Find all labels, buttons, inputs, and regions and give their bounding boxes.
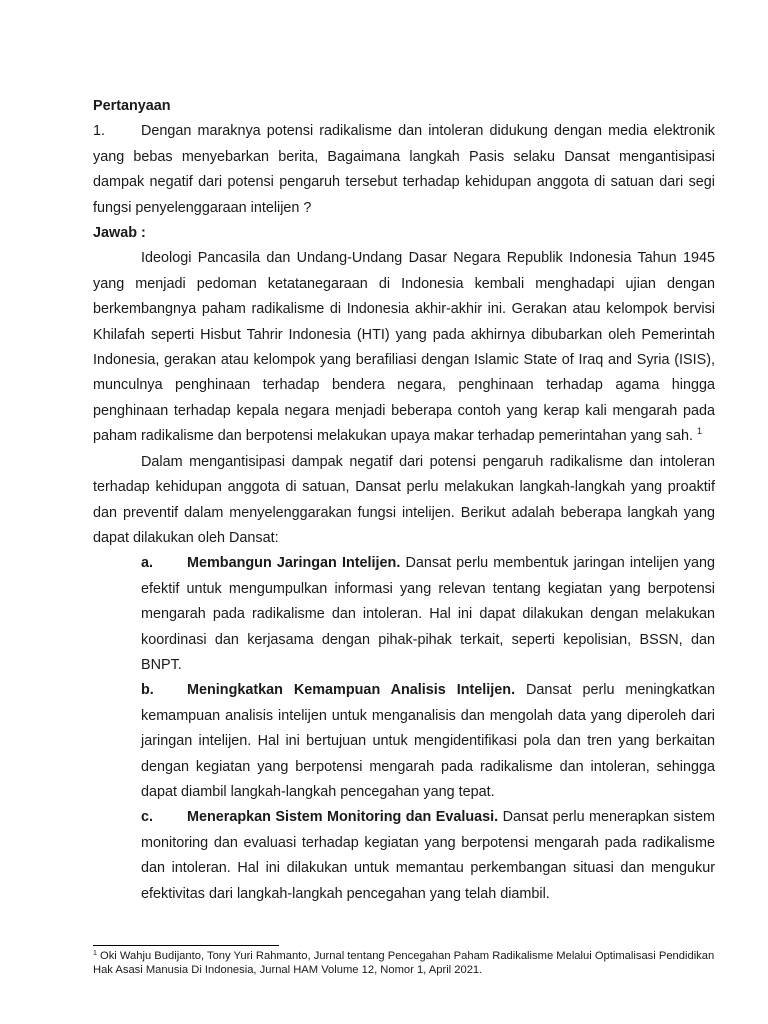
footnote-divider [93, 945, 279, 946]
step-text: Dansat perlu menerapkan sistem monitoring dan evaluasi terhadap kegiatan yang berpotensi mengarah pada radikalisme dan intoleran. Hal ini dilakukan untuk memantau perkembangan situasi dan mengukur efektivitas dari langkah-langkah pencegahan yang telah diambil. [141, 809, 715, 902]
footnote-ref: 1 [696, 426, 702, 437]
footnote-marker: 1 [93, 950, 97, 957]
question-number: 1. [93, 123, 106, 140]
step-title: Meningkatkan Kemampuan Analisis Intelijen. [187, 682, 516, 699]
step-letter: a. [141, 555, 154, 572]
answer-label: Jawab : [93, 225, 146, 242]
step-letter: c. [141, 809, 154, 826]
step-a [93, 551, 715, 678]
paragraph-intro-text: Ideologi Pancasila dan Undang-Undang Dasar Negara Republik Indonesia Tahun 1945 yang menjadi pedoman ketatanegaraan di Indonesia kembali menghadapi ujian dengan berkembangnya paham radikalisme di Indonesia akhir-akhir ini. Gerakan atau kelompok bervisi Khilafah seperti Hisbut Tahrir Indonesia (HTI) yang pada akhirnya dibubarkan oleh Pemerintah Indonesia, gerakan atau kelompok yang berafiliasi dengan Islamic State of Iraq and Syria (ISIS), munculnya penghinaan terhadap bendera negara, penghinaan terhadap agama hingga penghinaan terhadap kepala negara menjadi beberapa contoh yang kerap kali mengarah pada paham radikalisme dan berpotensi melakukan upaya makar terhadap pemerintahan yang sah. [93, 250, 715, 445]
step-c [93, 805, 715, 907]
footnote-text: Oki Wahju Budijanto, Tony Yuri Rahmanto, Jurnal tentang Pencegahan Paham Radikalisme Melalui Optimalisasi Pendidikan Hak Asasi Manusia Di Indonesia, Jurnal HAM Volume 12, Nomor 1, April 2021. [93, 950, 715, 976]
question-1 [93, 119, 715, 221]
paragraph-intro [93, 246, 715, 449]
step-title: Menerapkan Sistem Monitoring dan Evaluasi. [187, 809, 499, 826]
step-title: Membangun Jaringan Intelijen. [187, 555, 401, 572]
step-b [93, 678, 715, 805]
footnote [93, 949, 715, 977]
section-heading: Pertanyaan [93, 98, 171, 114]
step-letter: b. [141, 682, 154, 699]
question-text: Dengan maraknya potensi radikalisme dan intoleran didukung dengan media elektronik yang bebas menyebarkan berita, Bagaimana langkah Pasis selaku Dansat mengantisipasi dampak negatif dari potensi pengaruh tersebut terhadap kehidupan anggota di satuan dari segi fungsi penyelenggaraan intelijen ? [93, 123, 715, 216]
paragraph-steps-intro: Dalam mengantisipasi dampak negatif dari potensi pengaruh radikalisme dan intoleran terhadap kehidupan anggota di satuan, Dansat perlu melakukan langkah-langkah yang proaktif dan preventif dalam menyelenggarakan fungsi intelijen. Berikut adalah beberapa langkah yang dapat dilakukan oleh Dansat: [93, 453, 715, 546]
step-text: Dansat perlu meningkatkan kemampuan analisis intelijen untuk menganalisis dan mengolah data yang diperoleh dari jaringan intelijen. Hal ini bertujuan untuk mengidentifikasi pola dan tren yang berkaitan dengan kegiatan yang berpotensi mengarah pada radikalisme dan intoleran, sehingga dapat diambil langkah-langkah pencegahan yang tepat. [141, 682, 716, 800]
step-text: Dansat perlu membentuk jaringan intelijen yang efektif untuk mengumpulkan informasi yang relevan tentang kegiatan yang berpotensi mengarah pada radikalisme dan intoleran. Hal ini dapat dilakukan dengan melakukan koordinasi dan kerjasama dengan pihak-pihak terkait, seperti kepolisian, BSSN, dan BNPT. [141, 555, 716, 673]
document-body [93, 94, 715, 907]
